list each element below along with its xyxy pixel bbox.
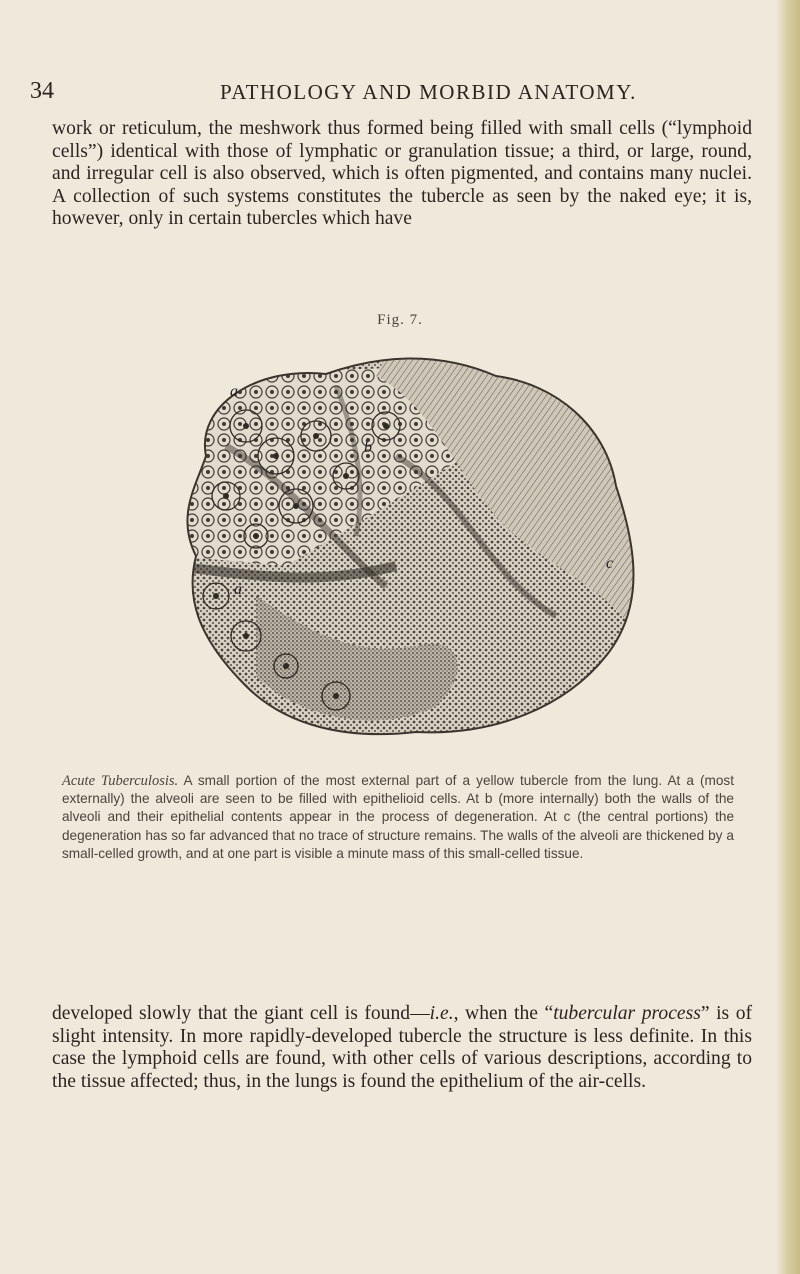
caption-title: Acute Tuberculosis. xyxy=(62,773,179,789)
text-run: ” is of slight intensity. In more rapidly-developed tubercle the structure is less definite. In this case the lymphoid cells are found, with other cells of various descriptions, according to the tissue affected; thus, in the lungs is found the epithelium of the air-cells. xyxy=(52,1003,753,1092)
figure-illustration xyxy=(136,336,656,750)
page-edge-shadow xyxy=(776,0,800,1274)
figure-label: Fig. 7. xyxy=(377,312,423,328)
tissue-section xyxy=(136,336,656,750)
marker-c: c xyxy=(606,555,614,572)
figure-caption xyxy=(62,772,734,863)
body-paragraph-bottom xyxy=(52,1003,752,1093)
caption-text: A small portion of the most external part of a yellow tubercle from the lung. At a (most externally) the alveoli are seen to be filled with epithelioid cells. At b (more internally) both the walls of the alveoli and their epithelial contents appear in the process of degeneration. At c (the central portions) the degeneration has so far advanced that no trace of structure remains. The walls of the alveoli are thickened by a small-celled growth, and at one part is visible a minute mass of this small-celled tissue. xyxy=(62,773,734,861)
body-paragraph-top: work or reticulum, the meshwork thus formed being filled with small cells (“lymphoid cells”) identical with those of lymphatic or granulation tissue; a third, or large, round, and irregular cell is also observed, which is often pigmented, and contains many nuclei. A collection of such systems constitutes the tubercle as seen by the naked eye; it is, however, only in certain tubercles which have xyxy=(52,118,752,230)
marker-b: b xyxy=(364,439,372,456)
italic-ie: i.e. xyxy=(429,1003,454,1024)
text-run: , when the “ xyxy=(453,1003,554,1024)
page-header xyxy=(0,78,800,112)
italic-term: tubercular process xyxy=(553,1003,701,1024)
marker-a-top: a xyxy=(230,383,238,400)
marker-a-lower: a xyxy=(234,581,242,598)
running-title: PATHOLOGY AND MORBID ANATOMY. xyxy=(220,80,637,104)
text-run: developed slowly that the giant cell is found— xyxy=(52,1003,430,1024)
page-number: 34 xyxy=(30,78,54,104)
